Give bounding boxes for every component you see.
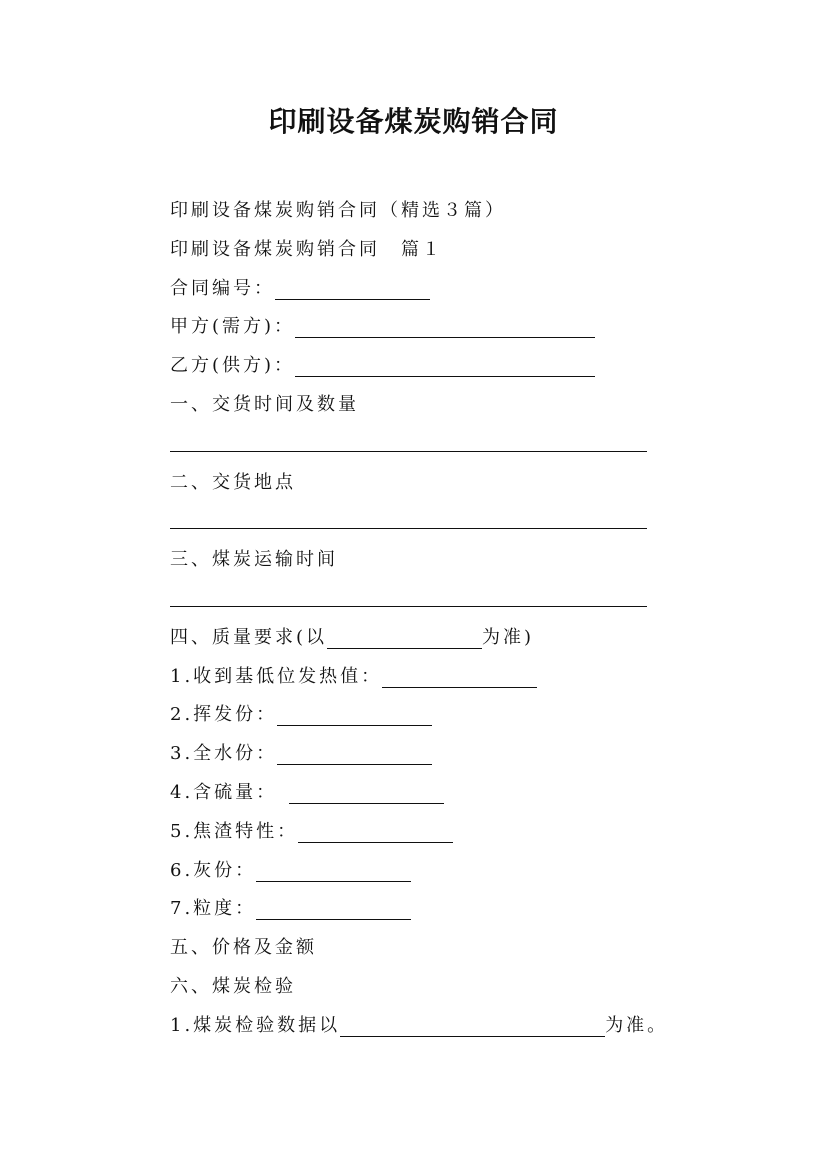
quality-item-6-label: 6.灰份： <box>170 859 257 881</box>
section-4-prefix: 四、质量要求(以 <box>170 626 328 648</box>
quality-item-7-label: 7.粒度： <box>170 898 257 920</box>
part-heading: 印刷设备煤炭购销合同 篇１ <box>170 238 443 260</box>
section-4-heading <box>170 619 770 658</box>
section-2-blank-line <box>170 502 770 541</box>
quality-item-2-blank <box>277 703 432 726</box>
quality-item-2-label: 2.挥发份： <box>170 704 278 726</box>
section-6-heading: 六、煤炭检验 <box>170 975 296 997</box>
section-1-blank <box>170 425 647 452</box>
document-subtitle: 印刷设备煤炭购销合同（精选３篇） <box>170 200 506 221</box>
contract-number-line <box>170 270 770 309</box>
contract-number-blank <box>275 277 430 300</box>
inspection-item-1-suffix: 为准。 <box>605 1014 669 1036</box>
party-b-label: 乙方(供方)： <box>170 355 296 377</box>
contract-number-label: 合同编号： <box>170 277 275 299</box>
party-a-line <box>170 308 770 347</box>
quality-standard-blank <box>327 626 482 649</box>
section-3-heading: 三、煤炭运输时间 <box>170 549 338 571</box>
quality-item-6-blank <box>256 859 411 882</box>
quality-item-4 <box>170 774 770 813</box>
quality-item-5 <box>170 813 770 852</box>
section-5-heading: 五、价格及金额 <box>170 937 317 959</box>
quality-item-4-label: 4.含硫量： <box>170 781 278 803</box>
section-1-heading: 一、交货时间及数量 <box>170 393 359 415</box>
quality-item-1-label: 1.收到基低位发热值： <box>170 665 383 687</box>
quality-item-5-label: 5.焦渣特性： <box>170 820 299 842</box>
party-b-blank <box>295 354 595 377</box>
inspection-item-1 <box>170 1007 770 1046</box>
party-a-blank <box>295 315 595 338</box>
quality-item-1-blank <box>382 665 537 688</box>
section-2-heading: 二、交货地点 <box>170 471 296 493</box>
section-1-blank-line <box>170 425 770 464</box>
quality-item-6 <box>170 852 770 891</box>
quality-item-7-blank <box>256 897 411 920</box>
quality-item-5-blank <box>298 820 453 843</box>
section-3-blank <box>170 580 647 607</box>
section-2-blank <box>170 502 647 529</box>
quality-item-4-blank <box>289 781 444 804</box>
inspection-data-blank <box>340 1014 605 1037</box>
quality-item-3-blank <box>277 742 432 765</box>
document-body <box>170 192 770 1046</box>
party-a-label: 甲方(需方)： <box>170 316 296 338</box>
section-3-blank-line <box>170 580 770 619</box>
quality-item-3-label: 3.全水份： <box>170 743 278 765</box>
section-4-suffix: 为准) <box>482 626 535 648</box>
quality-item-1 <box>170 658 770 697</box>
quality-item-2 <box>170 696 770 735</box>
quality-item-7 <box>170 890 770 929</box>
quality-item-3 <box>170 735 770 774</box>
party-b-line <box>170 347 770 386</box>
inspection-item-1-prefix: 1.煤炭检验数据以 <box>170 1014 341 1036</box>
document-title: 印刷设备煤炭购销合同 <box>268 105 559 138</box>
